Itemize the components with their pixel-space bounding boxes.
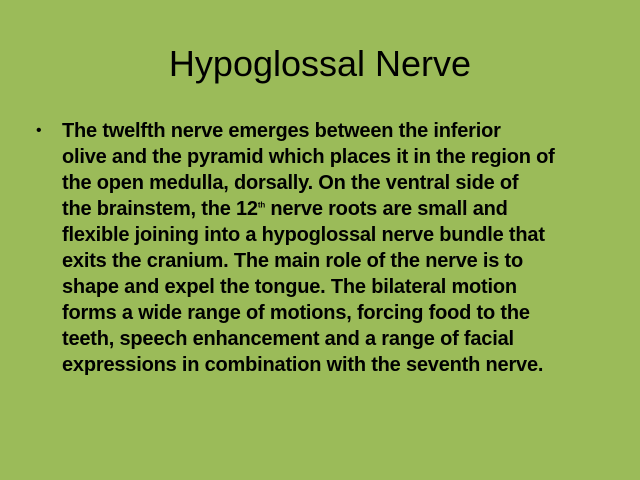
bullet-text-part-1: The twelfth nerve emerges between the inferior olive and the pyramid which places it in the region of the open medulla, dorsally. On the ventral side of the brainstem, the 12	[62, 120, 555, 220]
ordinal-superscript: th	[257, 200, 266, 210]
bullet-text	[62, 118, 596, 378]
bullet-icon: •	[36, 122, 42, 139]
bullet-text-part-2: nerve roots are small and flexible joining into a hypoglossal nerve bundle that exits the cranium. The main role of the nerve is to shape and expel the tongue. The bilateral motion forms a wide range of motions, forcing food to the teeth, speech enhancement and a range of facial expressions in combination with the seventh nerve.	[62, 198, 545, 376]
slide-body	[36, 118, 596, 378]
slide-title: Hypoglossal Nerve	[168, 43, 472, 84]
bullet-item	[36, 118, 596, 378]
